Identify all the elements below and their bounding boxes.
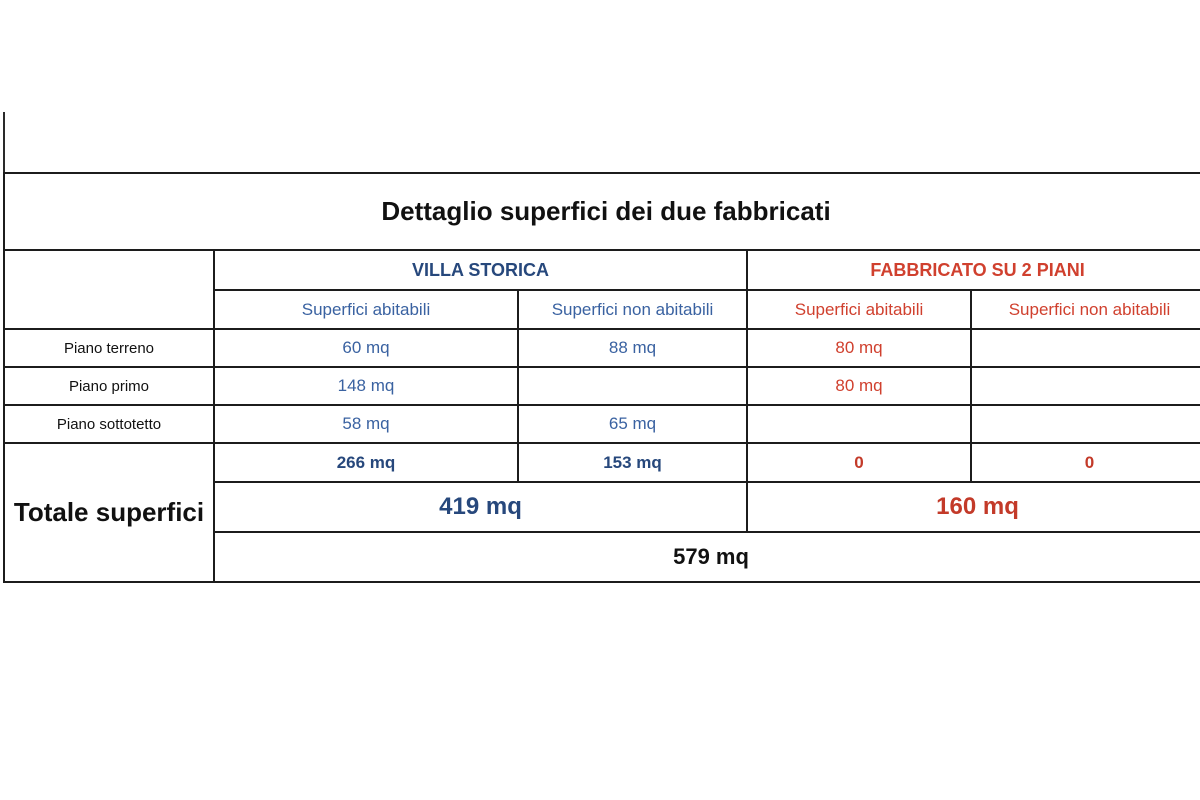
value-cell: 88 mq bbox=[518, 329, 747, 367]
row-label: Piano sottotetto bbox=[4, 405, 214, 443]
value-cell: 148 mq bbox=[214, 367, 518, 405]
value-cell bbox=[971, 329, 1200, 367]
subheader-fabbricato-non-abitabili: Superfici non abitabili bbox=[971, 290, 1200, 329]
group-header-fabbricato: FABBRICATO SU 2 PIANI bbox=[747, 250, 1200, 290]
row-label: Piano terreno bbox=[4, 329, 214, 367]
row-label: Piano primo bbox=[4, 367, 214, 405]
group-header-row bbox=[4, 250, 1200, 290]
title-row bbox=[4, 173, 1200, 250]
value-cell bbox=[971, 405, 1200, 443]
value-cell: 65 mq bbox=[518, 405, 747, 443]
group-header-villa: VILLA STORICA bbox=[214, 250, 747, 290]
subheader-fabbricato-abitabili: Superfici abitabili bbox=[747, 290, 971, 329]
villa-total: 419 mq bbox=[214, 482, 747, 532]
total-cell: 266 mq bbox=[214, 443, 518, 482]
value-cell: 80 mq bbox=[747, 367, 971, 405]
total-cell: 153 mq bbox=[518, 443, 747, 482]
subheader-villa-abitabili: Superfici abitabili bbox=[214, 290, 518, 329]
value-cell: 80 mq bbox=[747, 329, 971, 367]
table-title: Dettaglio superfici dei due fabbricati bbox=[4, 173, 1200, 250]
page-left-edge-rule bbox=[3, 112, 5, 174]
total-cell: 0 bbox=[747, 443, 971, 482]
value-cell bbox=[747, 405, 971, 443]
value-cell: 60 mq bbox=[214, 329, 518, 367]
column-totals-row bbox=[4, 443, 1200, 482]
value-cell bbox=[518, 367, 747, 405]
value-cell bbox=[971, 367, 1200, 405]
subheader-villa-non-abitabili: Superfici non abitabili bbox=[518, 290, 747, 329]
totals-label: Totale superfici bbox=[4, 443, 214, 582]
corner-empty-cell bbox=[4, 250, 214, 329]
grand-total: 579 mq bbox=[214, 532, 1200, 582]
fabbricato-total: 160 mq bbox=[747, 482, 1200, 532]
table-row-piano-primo bbox=[4, 367, 1200, 405]
table-row-piano-terreno bbox=[4, 329, 1200, 367]
surfaces-table bbox=[3, 172, 1200, 583]
total-cell: 0 bbox=[971, 443, 1200, 482]
table-row-piano-sottotetto bbox=[4, 405, 1200, 443]
value-cell: 58 mq bbox=[214, 405, 518, 443]
